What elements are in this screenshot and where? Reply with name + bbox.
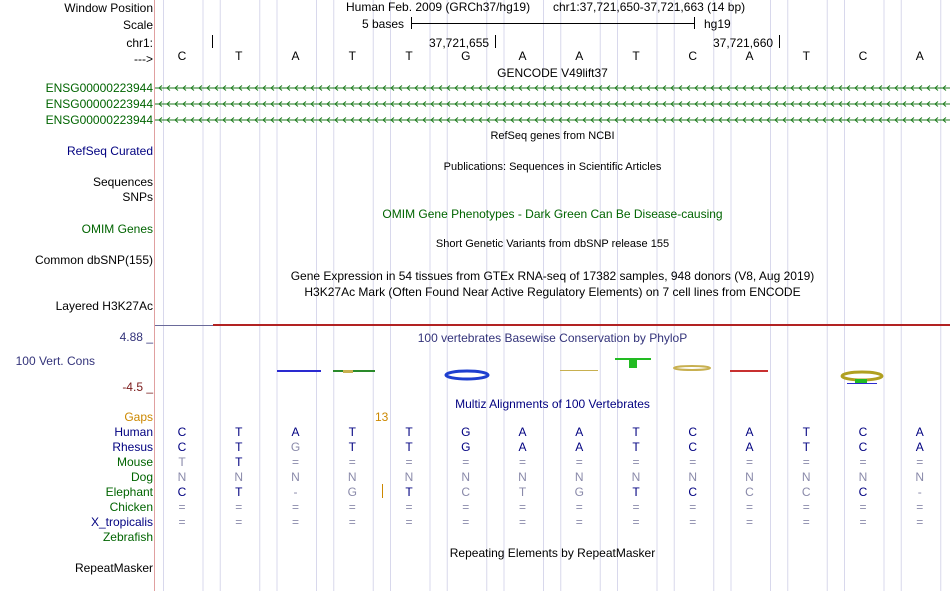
alignment-base: = [235,515,243,529]
alignment-base: T [802,440,810,454]
gene-model-lines[interactable] [155,80,950,128]
base-letter: T [405,49,413,63]
alignment-base: A [575,440,584,454]
alignment-base: N [574,470,584,484]
alignment-base: = [916,500,924,514]
alignment-base: = [348,500,356,514]
gaps-label[interactable]: Gaps [124,410,153,424]
alignment-base: = [575,515,583,529]
alignment-base: = [291,500,299,514]
cons-min-label: -4.5 _ [122,380,153,394]
base-letter: T [802,49,810,63]
alignment-base: N [234,470,244,484]
alignment-base: A [575,425,584,439]
coord-tick [495,35,496,48]
coord-tick [212,35,213,48]
alignment-base: A [291,425,300,439]
alignment-base: G [347,485,357,499]
omim-track-title[interactable]: OMIM Gene Phenotypes - Dark Green Can Be Disease-causing [382,207,723,221]
base-letter: C [688,49,698,63]
gene-label[interactable]: ENSG00000223944 [45,113,153,127]
alignment-base: T [632,440,640,454]
h3k27-track-title[interactable]: H3K27Ac Mark (Often Found Near Active Regulatory Elements) on 7 cell lines from ENCODE [304,285,801,299]
h3k27-label[interactable]: Layered H3K27Ac [55,299,153,313]
alignment-base: T [178,455,186,469]
alignment-base: C [858,425,868,439]
alignment-base: = [348,515,356,529]
rmsk-label[interactable]: RepeatMasker [74,561,153,575]
alignment-base: N [177,470,187,484]
alignment-base: C [688,440,698,454]
strand-label: ---> [134,52,153,66]
alignment-base: G [461,440,471,454]
alignment-base: N [404,470,414,484]
alignment-base: = [916,455,924,469]
pubs-track-title[interactable]: Publications: Sequences in Scientific Articles [443,161,662,173]
db-name: hg19 [704,17,731,31]
alignment-base: = [745,455,753,469]
position-text: chr1:37,721,650-37,721,663 (14 bp) [553,0,746,14]
alignment-base: = [632,515,640,529]
alignment-base: = [689,515,697,529]
species-label[interactable]: Mouse [116,455,153,469]
alignment-base: A [518,425,527,439]
species-label[interactable]: Dog [130,470,153,484]
coord-label-1: 37,721,655 [429,36,490,50]
coord-tick [779,35,780,48]
alignment-base: = [859,500,867,514]
alignment-base: = [632,500,640,514]
alignment-base: = [405,515,413,529]
alignment-base: C [461,485,471,499]
scale-label: Scale [122,18,153,32]
alignment-base: = [689,455,697,469]
alignment-base: C [177,485,187,499]
alignment-base: T [518,485,527,499]
alignment-base: - [917,485,922,499]
cons-label[interactable]: 100 Vert. Cons [15,354,95,368]
gene-label[interactable]: ENSG00000223944 [45,81,153,95]
alignment-base: = [632,455,640,469]
alignment-base: N [688,470,698,484]
base-letter: T [235,49,243,63]
alignment-base: = [291,515,299,529]
alignment-base: T [405,440,413,454]
alignment-base: C [177,425,187,439]
species-label[interactable]: Chicken [109,500,153,514]
dbsnp-track-title[interactable]: Short Genetic Variants from dbSNP release 155 [435,238,670,250]
alignment-base: = [745,515,753,529]
alignment-base: N [915,470,925,484]
alignment-base: = [802,455,810,469]
alignment-base: = [405,455,413,469]
alignment-base: T [235,485,243,499]
alignment-base: T [632,485,640,499]
alignment-base: = [802,500,810,514]
base-letter: A [575,49,584,63]
scale-bar [411,17,695,31]
alignment-base: N [801,470,811,484]
sequences-label[interactable]: Sequences [92,175,153,189]
species-label[interactable]: X_tropicalis [90,515,153,529]
alignment-base: C [745,485,754,499]
rmsk-track-title[interactable]: Repeating Elements by RepeatMasker [449,546,656,560]
alignment-base: A [915,440,924,454]
alignment-base: T [405,425,413,439]
alignment-base: G [574,485,584,499]
alignment-base: T [235,455,243,469]
alignment-base: G [461,425,471,439]
refseq-label[interactable]: RefSeq Curated [66,144,153,158]
alignment-base: = [745,500,753,514]
alignment-base: A [745,440,754,454]
cons-track-title[interactable]: 100 vertebrates Basewise Conservation by PhyloP [417,331,688,345]
alignment-base: - [293,485,298,499]
alignment-base: T [348,425,356,439]
base-letter: A [291,49,300,63]
species-label[interactable]: Rhesus [112,440,153,454]
scale-text: 5 bases [362,17,405,31]
alignment-base: N [858,470,868,484]
base-letter: T [632,49,640,63]
window-position-label: Window Position [64,1,153,15]
cons-max-label: 4.88 _ [119,330,153,344]
alignment-base: = [859,455,867,469]
base-letter: G [461,49,471,63]
h3k27-signal-low [155,325,213,326]
base-letter: C [177,49,187,63]
gencode-track-title[interactable]: GENCODE V49lift37 [497,66,608,80]
alignment-base: = [178,500,186,514]
dbsnp-label[interactable]: Common dbSNP(155) [34,253,153,267]
multiz-track-title[interactable]: Multiz Alignments of 100 Vertebrates [455,397,650,411]
alignment-base: C [688,485,698,499]
alignment-base: = [405,500,413,514]
alignment-base: = [462,500,470,514]
omim-label[interactable]: OMIM Genes [81,222,153,236]
species-label[interactable]: Human [114,425,153,439]
alignment-base: A [915,425,924,439]
gap-marker [382,484,383,498]
alignment-base: N [631,470,641,484]
base-letter: A [745,49,754,63]
alignment-base: = [178,515,186,529]
alignment-base: T [348,440,356,454]
alignment-base: T [235,440,243,454]
alignment-base: = [916,515,924,529]
alignment-base: = [518,515,526,529]
alignment-base: C [688,425,698,439]
alignment-base: = [291,455,299,469]
alignment-base: = [518,500,526,514]
base-letter: C [858,49,868,63]
alignment-base: T [632,425,640,439]
alignment-base: N [291,470,300,484]
coord-label-2: 37,721,660 [713,36,774,50]
base-letter: A [518,49,527,63]
alignment-base: = [462,455,470,469]
base-letter: T [348,49,356,63]
alignment-base: T [802,425,810,439]
phylop-logo[interactable] [155,352,950,388]
species-label[interactable]: Elephant [105,485,153,499]
alignment-base: C [177,440,187,454]
alignment-base: C [801,485,811,499]
base-sequence-row [0,49,950,64]
species-label[interactable]: Zebrafish [102,530,153,544]
alignment-base: C [858,440,868,454]
alignment-base: = [575,500,583,514]
alignment-base: T [235,425,243,439]
alignment-base: N [461,470,471,484]
alignment-base: C [858,485,868,499]
refseq-track-title[interactable]: RefSeq genes from NCBI [490,130,615,142]
gene-label[interactable]: ENSG00000223944 [45,97,153,111]
alignment-base: A [518,440,527,454]
alignment-base: N [518,470,527,484]
gtex-track-title[interactable]: Gene Expression in 54 tissues from GTEx RNA-seq of 17382 samples, 948 donors (V8, Aug 2019) [290,269,815,283]
alignment-base: = [859,515,867,529]
alignment-base: = [518,455,526,469]
alignment-base: T [405,485,413,499]
alignment-base: G [290,440,301,454]
alignment-base: N [745,470,754,484]
alignment-base: = [575,455,583,469]
alignment-base: N [347,470,357,484]
base-letter: A [915,49,924,63]
alignment-base: = [689,500,697,514]
alignment-base: = [348,455,356,469]
alignment-base: = [462,515,470,529]
alignment-base: A [745,425,754,439]
chrom-label: chr1: [126,36,153,50]
alignment-base: = [235,500,243,514]
assembly-title: Human Feb. 2009 (GRCh37/hg19) [346,0,531,14]
alignment-base: = [802,515,810,529]
snps-label[interactable]: SNPs [122,190,153,204]
gaps-count: 13 [375,410,389,424]
h3k27-signal [213,324,950,326]
